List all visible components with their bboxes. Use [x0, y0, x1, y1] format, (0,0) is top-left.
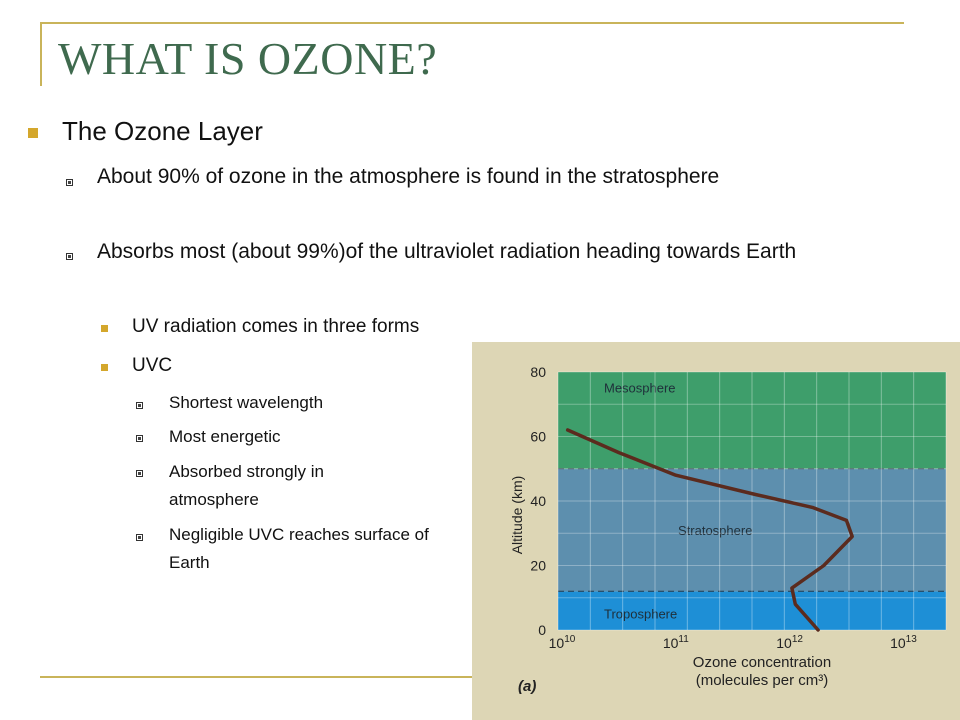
bullet-uvc: UVC — [132, 355, 173, 376]
layer-label-mesosphere: Mesosphere — [604, 380, 676, 396]
ozone-altitude-chart — [472, 342, 960, 720]
bullet-square-icon — [101, 364, 108, 371]
hollow-square-bullet-icon — [136, 402, 143, 409]
y-axis-label: Altitude (km) — [509, 475, 525, 555]
x-tick-label: $10^{11}$ — [662, 634, 689, 651]
bullet-shortest-wavelength: Shortest wavelength — [169, 393, 324, 412]
bullet-negligible-uvc: Negligible UVC reaches surface of Earth — [169, 525, 429, 572]
y-tick-label: 60 — [530, 428, 546, 445]
bullet-most-energetic: Most energetic — [169, 427, 281, 446]
bullet-uv-forms: UV radiation comes in three forms — [132, 316, 420, 337]
bullet-square-icon — [101, 325, 108, 332]
layer-label-troposphere: Troposphere — [604, 606, 678, 622]
x-axis-label-line2: (molecules per cm³) — [695, 672, 829, 689]
bullet-absorbs-uv: Absorbs most (about 99%)of the ultraviolet radiation heading towards Earth — [97, 240, 797, 263]
hollow-square-bullet-icon — [136, 534, 143, 541]
y-tick-label: 40 — [530, 493, 546, 509]
y-tick-label: 80 — [530, 364, 546, 380]
x-axis-label-line1: Ozone concentration — [692, 654, 832, 671]
x-tick-label: $10^{10}$ — [548, 634, 576, 651]
hollow-square-bullet-icon — [136, 435, 143, 442]
y-tick-label: 20 — [530, 557, 546, 574]
hollow-square-bullet-icon — [66, 179, 73, 186]
y-tick-label: 0 — [538, 622, 546, 638]
layer-label-stratosphere: Stratosphere — [678, 523, 753, 539]
panel-label: (a) — [518, 678, 537, 695]
x-tick-label: $10^{13}$ — [890, 634, 917, 651]
bullet-square-icon — [28, 128, 38, 138]
hollow-square-bullet-icon — [66, 253, 73, 260]
slide-left-rule — [40, 22, 42, 86]
x-tick-label: $10^{12}$ — [776, 634, 803, 651]
bullet-absorbed-strongly: Absorbed strongly in atmosphere — [169, 462, 324, 509]
heading-ozone-layer: The Ozone Layer — [62, 116, 263, 146]
bullet-ozone-stratosphere: About 90% of ozone in the atmosphere is found in the stratosphere — [97, 165, 720, 188]
hollow-square-bullet-icon — [136, 470, 143, 477]
slide-bottom-rule — [40, 676, 480, 678]
slide-top-rule — [40, 22, 904, 24]
slide-title: WHAT IS OZONE? — [58, 33, 438, 84]
